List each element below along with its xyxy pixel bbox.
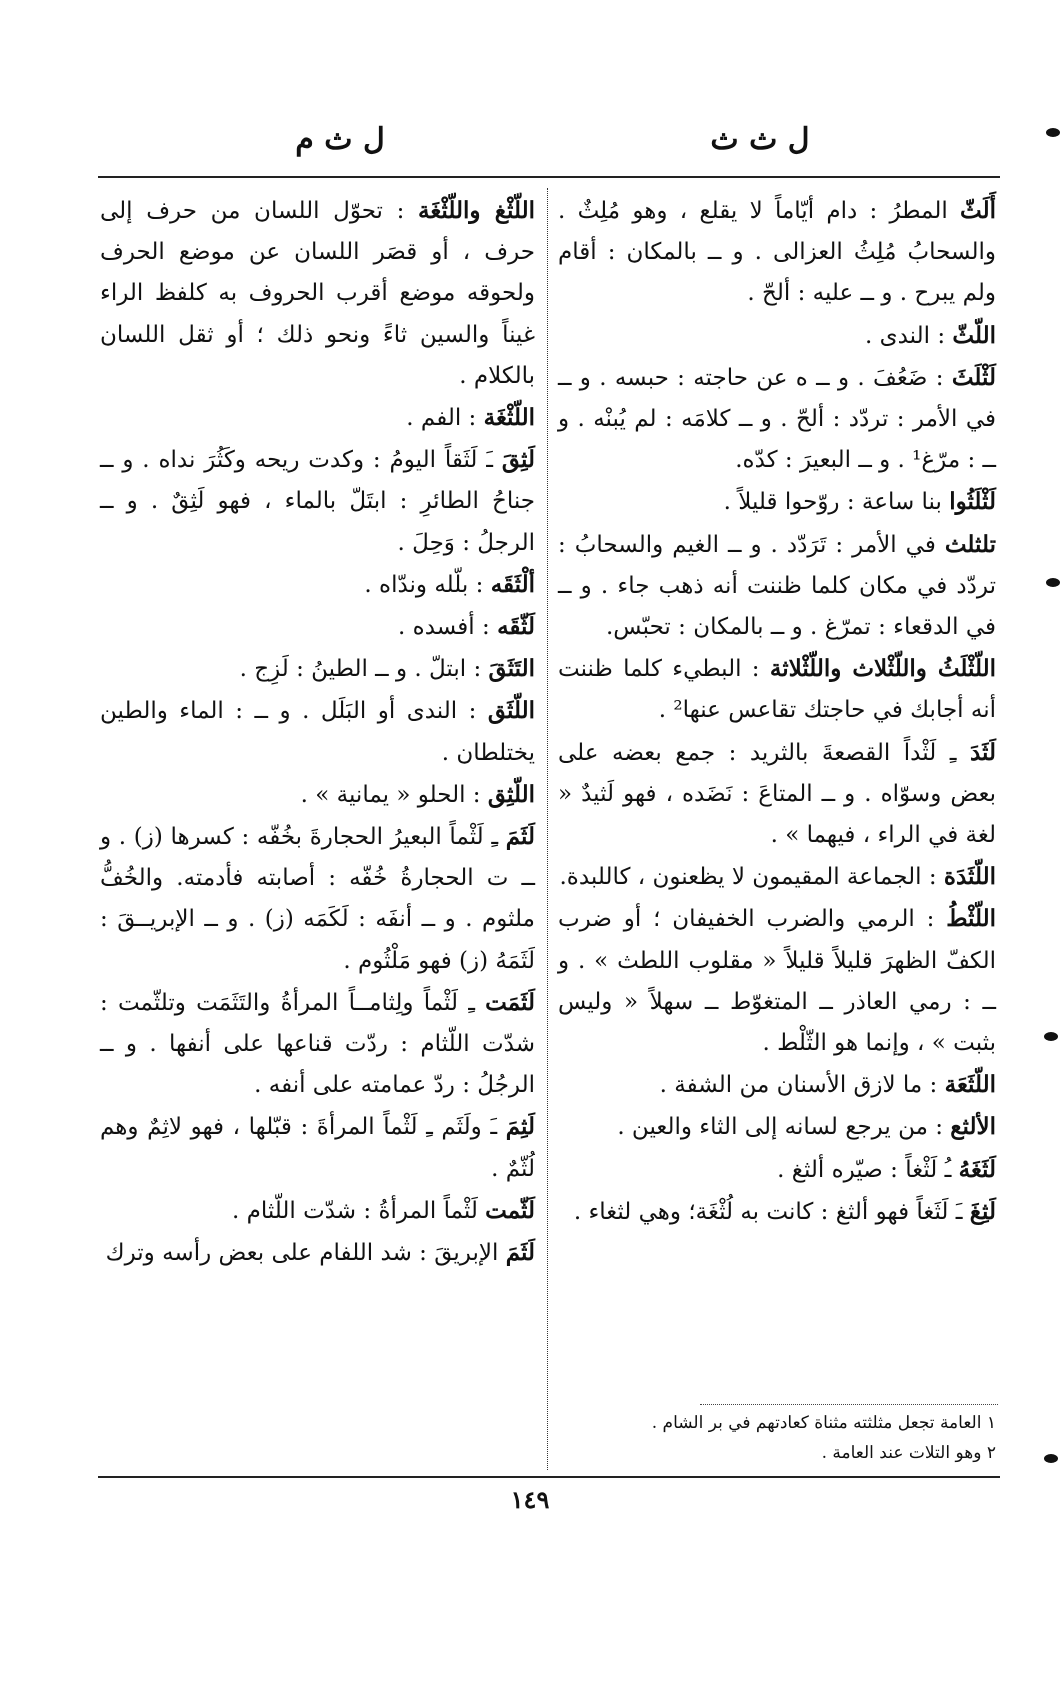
left-column — [100, 190, 535, 1274]
definition: : الندى . — [864, 322, 953, 349]
headword: لَثَمَ — [505, 823, 535, 851]
headword: لَثَمَ — [505, 1239, 535, 1267]
entry — [558, 648, 996, 731]
headword: أَلَثّ — [960, 197, 996, 224]
headword: اللّثَدَة — [943, 863, 996, 891]
header-rule — [98, 176, 1000, 178]
entry — [100, 774, 535, 816]
definition: ـَ لَثَقاً اليومُ : وكدت ريحه وكَثُرَ نداه . و ــ جناحُ الطائرِ : ابتَلّ بالماء ، فهو لَثِقٌ . و ــ الرجلُ : وَحِلَ . — [100, 447, 535, 556]
entry — [558, 1106, 996, 1148]
headword: تلثلث — [944, 530, 996, 558]
right-column — [558, 190, 996, 1233]
definition: الإبريقَ : شد اللفام على بعض رأسه وترك — [105, 1240, 506, 1267]
definition: : أفسده . — [398, 614, 498, 641]
binding-mark — [1044, 1032, 1058, 1041]
definition: لَثْماً المرأةُ : شدّت اللّثام . — [231, 1197, 486, 1224]
entry — [100, 606, 535, 648]
headword: اللّثْغَة — [483, 404, 535, 432]
headword: لَثْلَثُوا — [949, 488, 996, 516]
footnotes — [560, 1408, 996, 1468]
definition: ـِ لَثْداً القصعةَ بالثريد : جمع بعضه على بعض وسوّاه . و ــ المتاعَ : نَضَده ، فهو لَثيدٌ « لغة في الراء ، فيهما » . — [558, 739, 996, 849]
entry — [100, 439, 535, 564]
headword: اللّثِق — [487, 780, 535, 808]
entry — [558, 856, 996, 898]
entry — [100, 190, 535, 397]
headword: اللّثَق — [487, 697, 535, 725]
headword: لَثِمَ — [505, 1113, 535, 1141]
footer-rule — [98, 1476, 1000, 1478]
definition: : الندى أو البَلَل . و ــ : الماء والطين يختلطان . — [100, 698, 535, 766]
page-number: ١٤٩ — [510, 1485, 550, 1514]
entry — [558, 315, 996, 357]
definition: : ابتلّ . و ــ الطينُ : لَزِج . — [239, 656, 489, 683]
definition: : ضَعُفَ . و ــ ه عن حاجته : حبسه . و ــ في الأمر : تردّد : ألحّ . و ــ كلامَه : لم يُبنْه . و ــ : مرّغ¹ . و ــ البعيرَ : كدّه. — [558, 364, 996, 474]
entry — [100, 1106, 535, 1189]
headword: اللّثْلَثُ واللّثْلاث واللّثْلاثة — [769, 655, 996, 683]
definition: ـَ ولَثَم ـِ لَثْماً المرأةَ : قبّلها ، فهو لاثِمٌ وهم لُثّمٌ . — [100, 1114, 535, 1182]
entry — [558, 190, 996, 315]
definition: : ما لازق الأسنان من الشفة . — [659, 1072, 945, 1099]
headword: لَثِغَ — [969, 1197, 996, 1225]
headword: لَثِقَ — [501, 446, 535, 474]
entry — [100, 397, 535, 439]
headword: لَثَمَت — [485, 988, 535, 1016]
entry — [558, 898, 996, 1064]
headword: لَثّمت — [485, 1196, 535, 1224]
running-head-left: ل ث م — [295, 122, 385, 157]
entry — [558, 732, 996, 857]
headword: اللّثّ — [952, 321, 996, 349]
entry — [100, 982, 535, 1107]
definition: ـُ لَثْغاً : صيّره ألثغ . — [777, 1156, 959, 1183]
binding-mark — [1044, 1454, 1058, 1463]
definition: بنا ساعة : روّحوا قليلاً . — [723, 489, 950, 516]
definition: ـِ لَثْماً البعيرُ الحجارةَ بخُفّه : كسرها (ز) . و ــ ت الحجارةُ خُفّه : أصابته فأدمته. والخُفُّ ملثوم . و ــ أنفَه : لَكَمَه (ز) . و ــ الإبريــقَ : لَثَمَهُ (ز) فهو مَلْثُوم . — [100, 824, 535, 974]
entry — [100, 1232, 535, 1274]
entry — [100, 690, 535, 773]
headword: التَثَقَ — [488, 655, 535, 683]
running-head-right: ل ث ث — [710, 122, 810, 157]
definition: : الرمي والضرب الخفيفان ؛ أو ضرب الكفّ الظهرَ قليلاً قليلاً « مقلوب اللطث » . و ــ : رمي العاذر ــ المتغوّط ــ سهلاً « وليس بثبت » ، وإنما هو الثّلْط . — [558, 906, 996, 1057]
column-divider — [547, 188, 548, 1470]
entry — [558, 357, 996, 482]
footnote-rule — [700, 1404, 998, 1405]
entry — [558, 524, 996, 649]
entry — [558, 1064, 996, 1106]
entry — [100, 564, 535, 606]
definition: المطرُ : دام أيّاماً لا يقلع ، وهو مُلِثٌ . والسحابُ مُلِثُ العزالى . و ــ بالمكان : أقام ولم يبرح . و ــ عليه : ألحّ . — [558, 198, 996, 307]
definition: : الفم . — [406, 405, 484, 432]
definition: ـِ لَثْماً ولِثامــاً المرأةُ والتَثَمَت وتلثّمت : شدّت اللّثام : ردّت قناعها على أنفها . و ــ الرجُلُ : ردّ عمامته على أنفه . — [100, 989, 535, 1099]
headword: اللّثَعَة — [944, 1071, 996, 1099]
definition: : من يرجع لسانه إلى الثاء والعين . — [617, 1114, 951, 1141]
footnote: ١ العامة تجعل مثلثته مثناة كعادتهم في بر الشام . — [651, 1413, 996, 1433]
definition: : بلّله وندّاه . — [364, 571, 491, 598]
headword: لَثَدَ — [969, 738, 996, 766]
entry — [100, 1190, 535, 1232]
headword: لَثّقَه — [497, 613, 535, 641]
definition: : البطيء كلما ظننت أنه أجابك في حاجتك تقاعس عنها² . — [558, 656, 996, 724]
definition: ـَ لَثَغاً فهو ألثغ : كانت به لُثْغَة؛ وهي لثغاء . — [573, 1198, 970, 1225]
definition: : الجماعة المقيمون لا يظعنون ، كاللبدة. — [559, 864, 944, 891]
headword: اللّثْغ واللّثْغَة — [417, 197, 535, 224]
headword: ألْثَقَه — [490, 570, 535, 598]
entry — [558, 1191, 996, 1233]
entry — [558, 1149, 996, 1191]
binding-mark — [1046, 578, 1060, 587]
entry — [100, 648, 535, 690]
binding-mark — [1046, 128, 1060, 137]
entry — [558, 481, 996, 523]
definition: : الحلو « يمانية » . — [300, 781, 488, 808]
definition: : تحوّل اللسان من حرف إلى حرف ، أو قصَر اللسان عن موضع الحرف ولحوقه موضع أقرب الحروف به كلفظ الراء غيناً والسين ثاءً ونحو ذلك ؛ أو ثقل اللسان بالكلام . — [100, 198, 535, 389]
definition: في الأمر : تَرَدّد . و ــ الغيم والسحابُ : تردّد في مكان كلما ظننت أنه ذهب جاء . و ــ في الدقعاء : تمرّغ . و ــ بالمكان : تحبّس. — [558, 531, 996, 641]
footnote: ٢ وهو التلات عند العامة . — [821, 1443, 996, 1463]
headword: الألثع — [950, 1113, 996, 1141]
headword: لَثَغَهُ — [958, 1155, 996, 1183]
entry — [100, 816, 535, 982]
headword: لَثْلَثَ — [951, 363, 996, 391]
headword: اللّثْطُ — [946, 905, 996, 933]
